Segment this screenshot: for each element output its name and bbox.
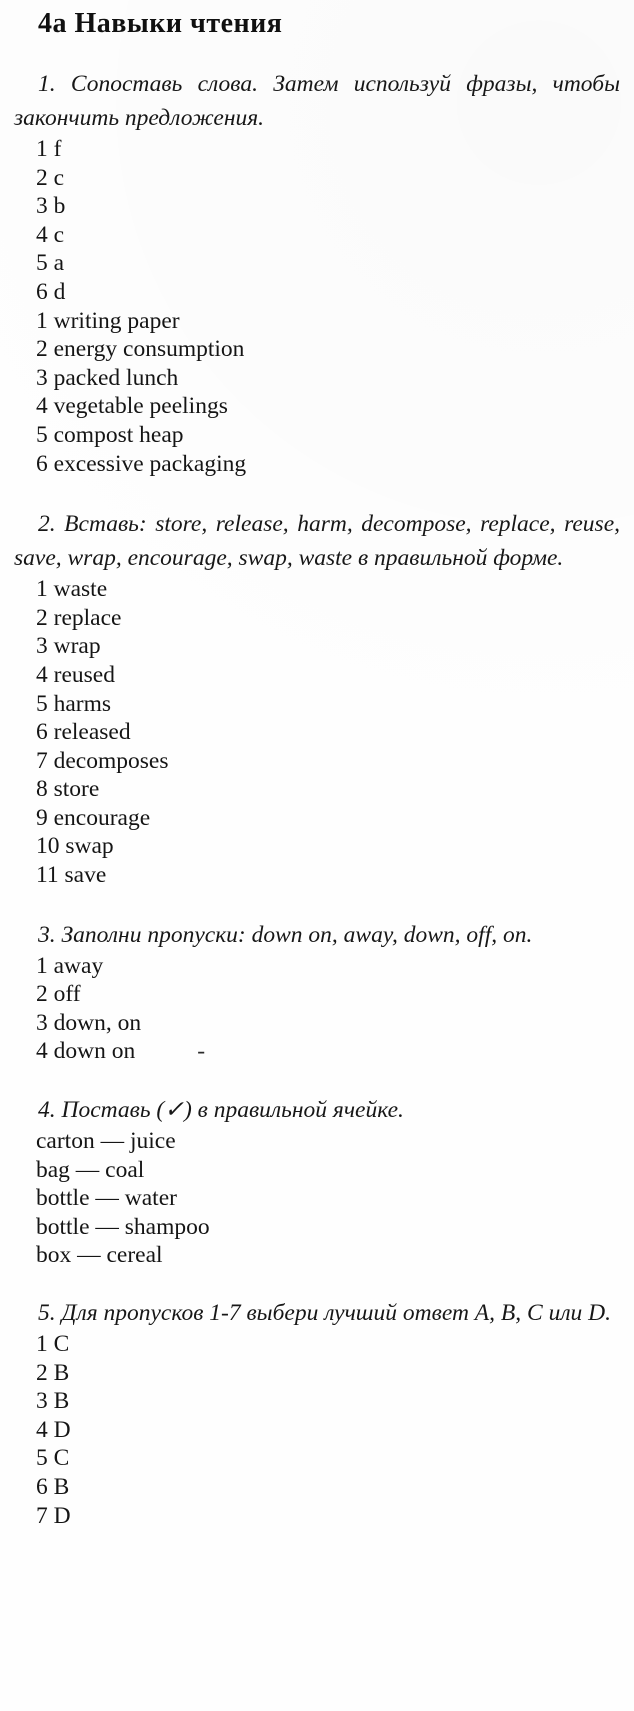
answer-line: 3 B xyxy=(36,1388,70,1415)
task1-phrases-list xyxy=(14,307,620,479)
answer-line: 3 packed lunch xyxy=(36,364,179,391)
answer-line: 6 excessive packaging xyxy=(36,450,247,477)
task5-instruction: 5. Для пропусков 1-7 выбери лучший ответ А, В, С или D. xyxy=(38,1300,612,1326)
answer-line: 2 c xyxy=(36,164,65,191)
answer-line: 5 a xyxy=(36,250,65,277)
answer-line: 3 b xyxy=(36,193,66,220)
answer-line: 1 f xyxy=(36,136,62,162)
answer-line: 6 B xyxy=(36,1473,70,1500)
answer-line: 6 d xyxy=(36,278,66,305)
task3-answers-list xyxy=(14,952,620,1066)
answer-line: 4 vegetable peelings xyxy=(36,393,228,420)
answer-line: 6 released xyxy=(36,719,131,746)
task5-answers-list xyxy=(14,1330,620,1530)
answer-line: box — cereal xyxy=(36,1242,163,1269)
answer-line: 3 wrap xyxy=(36,633,101,660)
answer-line: 7 D xyxy=(36,1502,71,1529)
task1-instruction: 1. Сопоставь слова. Затем используй фразы, чтобы закончить предложения. xyxy=(14,71,620,131)
answer-line: 1 writing paper xyxy=(36,307,180,334)
answer-line: 9 encourage xyxy=(36,804,151,831)
answer-line: 2 off xyxy=(36,981,81,1008)
answer-line: bottle — water xyxy=(36,1185,177,1212)
answer-line: 1 away xyxy=(36,952,104,979)
answer-line: 1 C xyxy=(36,1331,70,1357)
answer-line: carton — juice xyxy=(36,1128,176,1155)
answer-line: bottle — shampoo xyxy=(36,1213,210,1240)
answer-line: 4 D xyxy=(36,1416,71,1443)
answer-line: 1 waste xyxy=(36,576,108,603)
answer-line: 5 compost heap xyxy=(36,421,184,448)
answer-line: 4 reused xyxy=(36,661,115,688)
answer-line: 8 store xyxy=(36,776,100,803)
answer-line: 4 c xyxy=(36,221,65,248)
answer-line: 2 B xyxy=(36,1359,70,1386)
page-title: 4а Навыки чтения xyxy=(38,8,283,39)
answer-line: 2 energy consumption xyxy=(36,336,245,363)
answer-line: 10 swap xyxy=(36,833,114,860)
answer-line: 5 C xyxy=(36,1445,70,1472)
answer-line: 3 down, on xyxy=(36,1009,142,1036)
task3-instruction: 3. Заполни пропуски: down on, away, down, off, on. xyxy=(38,921,533,948)
answer-line: 11 save xyxy=(36,862,107,889)
task4-answers-list xyxy=(14,1127,620,1270)
answer-line xyxy=(36,1037,620,1066)
answer-text: 4 down on xyxy=(36,1038,136,1065)
answer-line: 7 decomposes xyxy=(36,747,169,774)
task2-instruction: 2. Вставь: store, release, harm, decompose, replace, reuse, save, wrap, encourage, swap, waste в правильной форме. xyxy=(14,511,620,572)
answer-line: 2 replace xyxy=(36,604,122,631)
answer-line: bag — coal xyxy=(36,1156,145,1183)
stray-dash-mark: - xyxy=(197,1038,206,1065)
answer-line: 5 harms xyxy=(36,690,112,717)
task2-answers-list xyxy=(14,575,620,890)
task1-matches-list xyxy=(14,135,620,307)
task4-instruction: 4. Поставь (✓) в правильной ячейке. xyxy=(38,1097,404,1124)
